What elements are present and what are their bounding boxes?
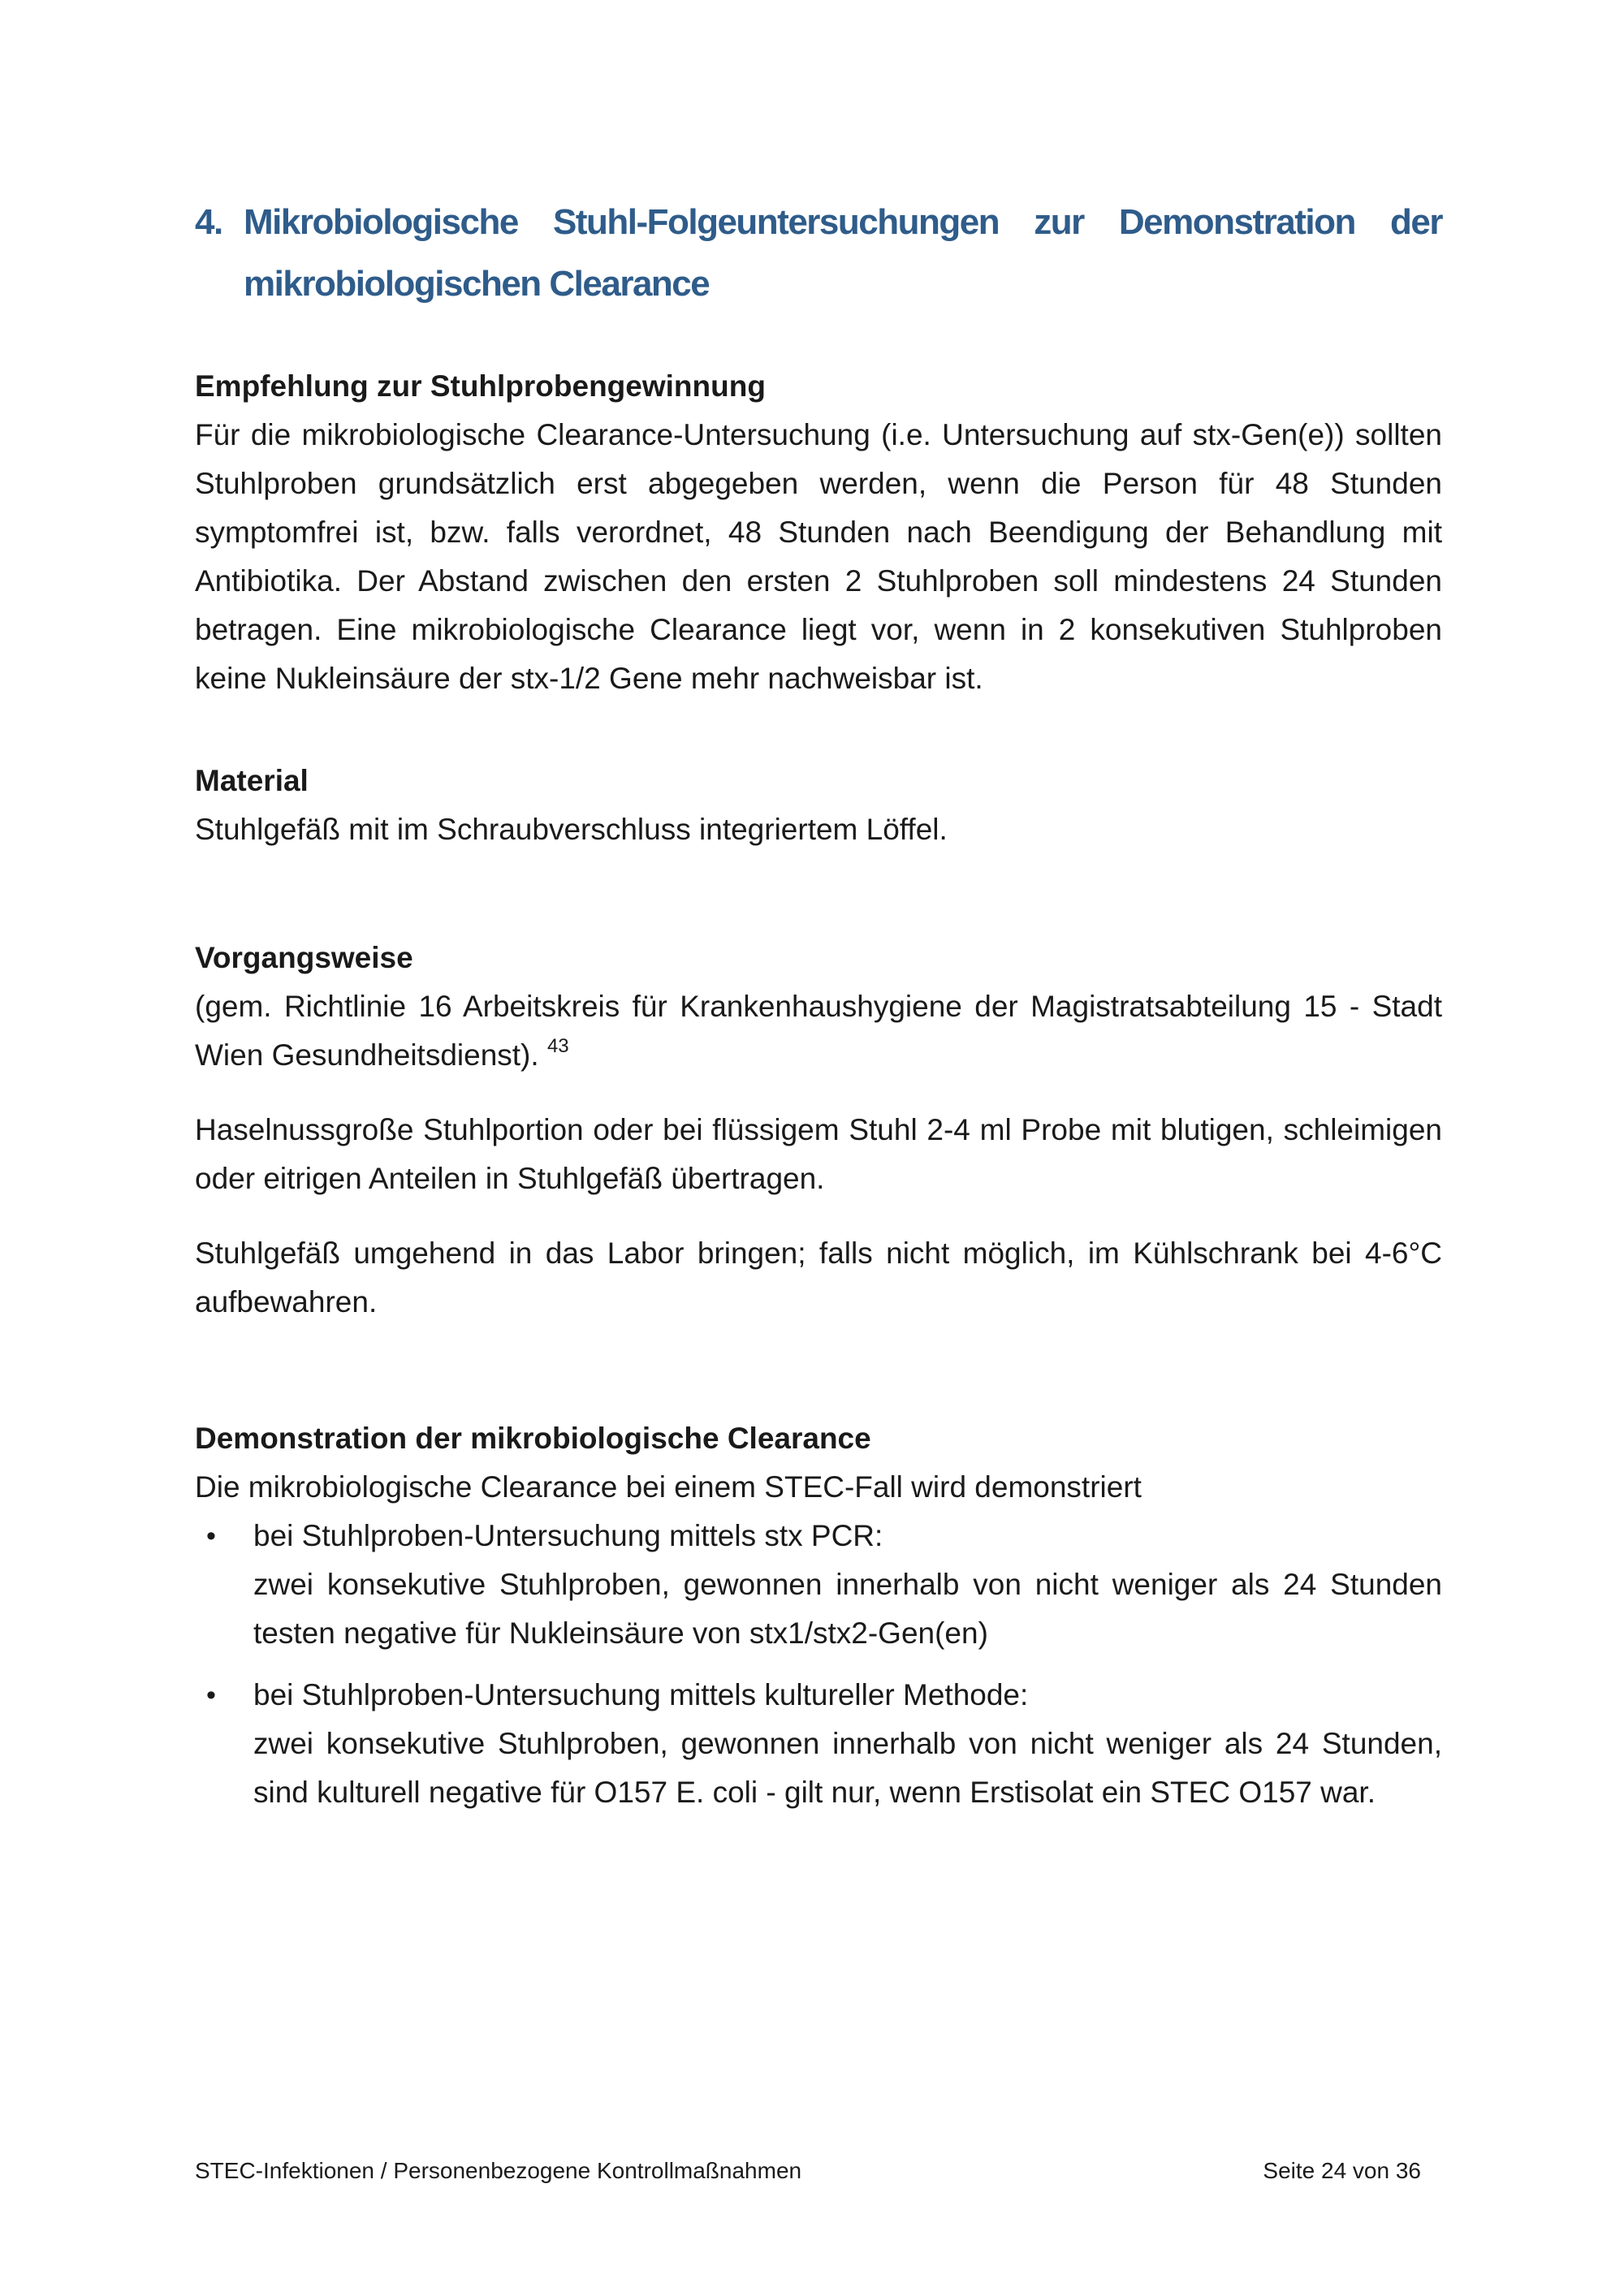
list-item [195,1671,1442,1817]
heading-line-1 [195,192,1442,253]
material-text: Stuhlgefäß mit im Schraubverschluss integriertem Löffel. [195,813,948,846]
empfehlung-title: Empfehlung zur Stuhlprobengewinnung [195,369,766,403]
heading-word: 4. Mikrobiologische [195,192,518,253]
heading-word: Demonstration [1118,202,1355,242]
bullet-detail: zwei konsekutive Stuhlproben, gewonnen innerhalb von nicht weniger als 24 Stunden, sind kulturell negative für O157 E. coli - gilt nur, wenn Erstisolat ein STEC O157 war. [253,1727,1442,1809]
list-item [195,1512,1442,1658]
bullet-list [195,1512,1442,1817]
heading-number: 4. [195,202,222,242]
document-page [195,0,1442,2296]
vorgangsweise-text-2: Haselnussgroße Stuhlportion oder bei flüssigem Stuhl 2-4 ml Probe mit blutigen, schleimigen oder eitrigen Anteilen in Stuhlgefäß übertragen. [195,1113,1442,1195]
heading-word: Stuhl-Folgeuntersuchungen [552,202,1000,242]
footer-title: STEC-Infektionen / Personenbezogene Kontrollmaßnahmen [195,2158,802,2183]
vorgangsweise-section [195,934,1442,1327]
footnote-ref: 43 [546,1035,569,1057]
demonstration-intro: Die mikrobiologische Clearance bei einem STEC-Fall wird demonstriert [195,1470,1142,1504]
heading-word: zur [1034,202,1084,242]
empfehlung-text: Für die mikrobiologische Clearance-Untersuchung (i.e. Untersuchung auf stx-Gen(e)) sollten Stuhlproben grundsätzlich erst abgegeben werden, wenn die Person für 48 Stunden symptomfrei ist, bzw. falls verordnet, 48 Stunden nach Beendigung der Behandlung mit Antibiotika. Der Abstand zwischen den ersten 2 Stuhlproben soll mindestens 24 Stunden betragen. Eine mikrobiologische Clearance liegt vor, wenn in 2 konsekutiven Stuhlproben keine Nukleinsäure der stx-1/2 Gene mehr nachweisbar ist. [195,418,1442,695]
heading-line-2: mikrobiologischen Clearance [244,264,710,304]
empfehlung-section [195,362,1442,703]
section-heading [195,192,1442,315]
material-section [195,757,1442,854]
vorgangsweise-title: Vorgangsweise [195,941,413,974]
heading-word: der [1390,202,1442,242]
bullet-detail: zwei konsekutive Stuhlproben, gewonnen innerhalb von nicht weniger als 24 Stunden testen negative für Nukleinsäure von stx1/stx2-Gen(en) [253,1568,1442,1650]
page-footer [195,2155,1421,2187]
vorgangsweise-text-3: Stuhlgefäß umgehend in das Labor bringen; falls nicht möglich, im Kühlschrank bei 4-6°C aufbewahren. [195,1236,1442,1318]
vorgangsweise-text-1: (gem. Richtlinie 16 Arbeitskreis für Krankenhaushygiene der Magistratsabteilung 15 - Stadt Wien Gesundheitsdienst). $^{43}$ [195,990,1442,1072]
bullet-head: bei Stuhlproben-Untersuchung mittels stx PCR: [253,1519,883,1552]
bullet-head: bei Stuhlproben-Untersuchung mittels kultureller Methode: [253,1678,1029,1711]
demonstration-title: Demonstration der mikrobiologische Clearance [195,1422,871,1455]
bullet-icon: • [206,1680,216,1711]
material-title: Material [195,764,309,797]
demonstration-section [195,1414,1442,1830]
page-number: Seite 24 von 36 [1263,2158,1421,2183]
bullet-icon: • [206,1521,216,1552]
